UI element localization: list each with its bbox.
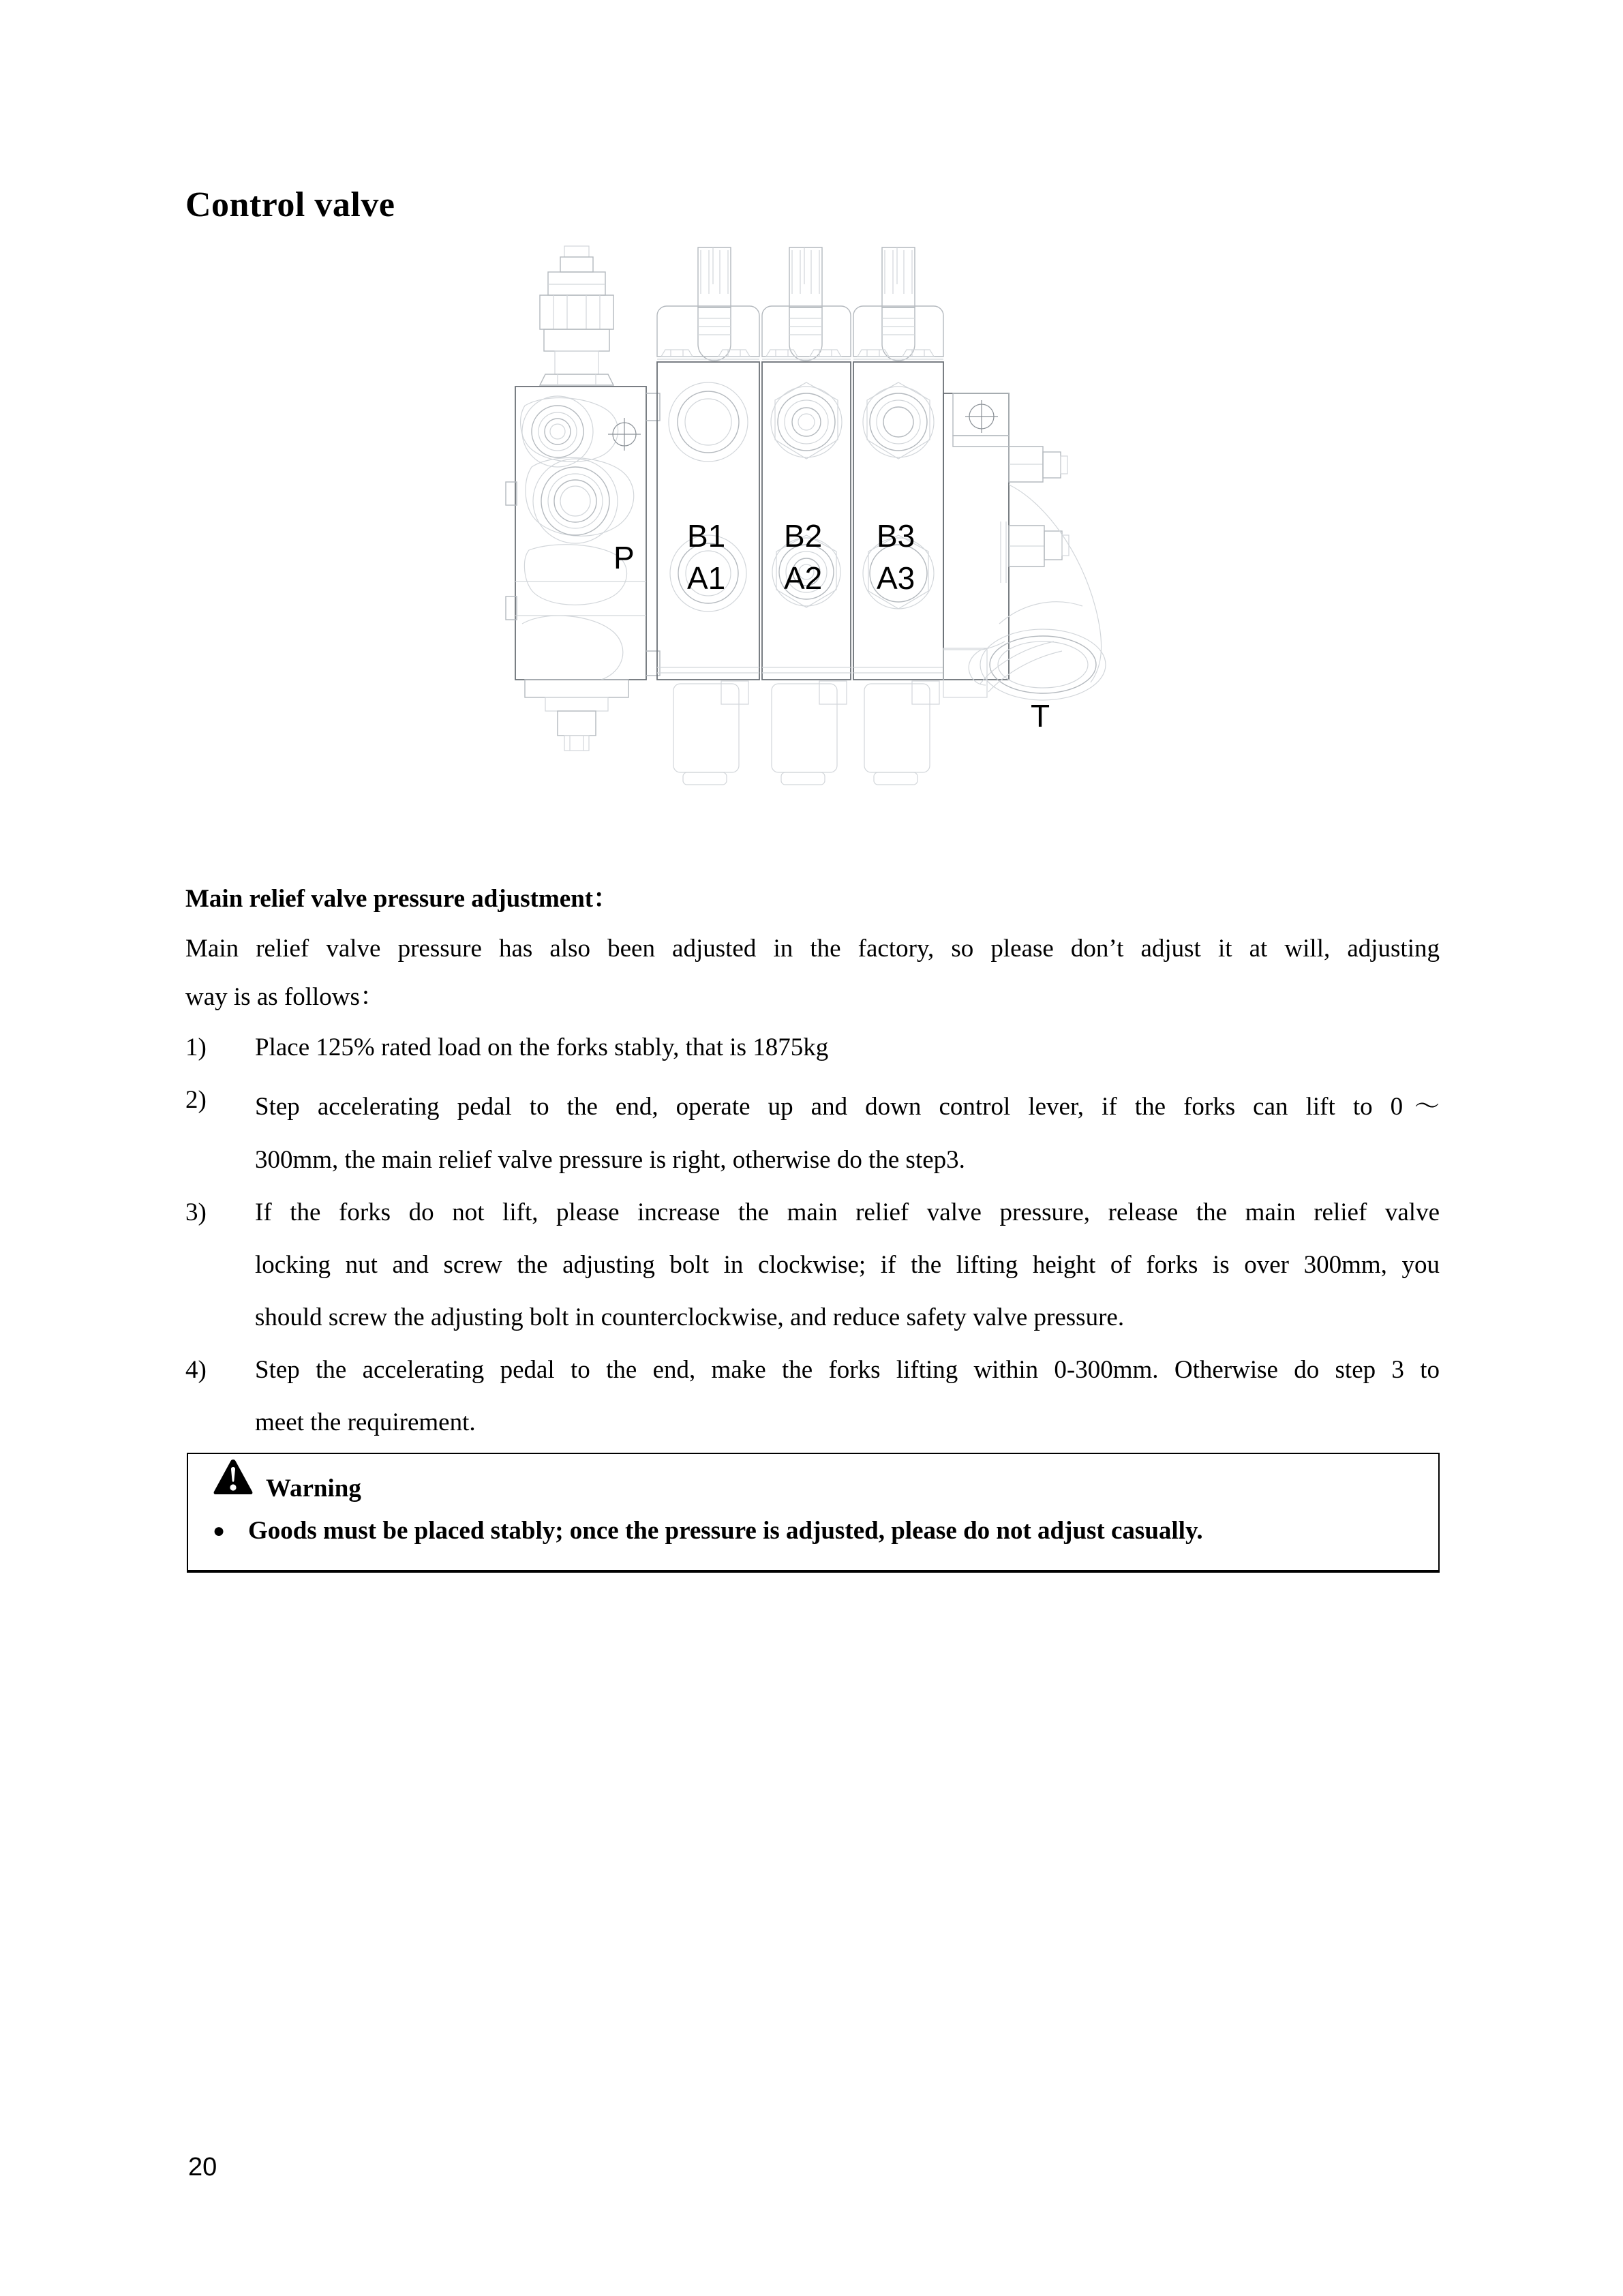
step-text: [255, 1355, 1440, 1437]
step-marker: 4): [185, 1356, 207, 1384]
figure-label-a1: A1: [687, 560, 726, 596]
warning-title: Warning: [266, 1475, 361, 1502]
figure-label-a2: A2: [784, 560, 823, 596]
valve-section-3: [853, 247, 943, 785]
intro-paragraph: [185, 936, 1440, 1010]
tank-port-outlet: [943, 485, 1106, 700]
outlet-crosshair-detail: [965, 400, 998, 433]
figure-label-b2: B2: [784, 518, 823, 554]
step-line: 300mm, the main relief valve pressure is right, otherwise do the step3.: [255, 1146, 965, 1174]
warning-triangle-icon: [213, 1458, 254, 1500]
list-item: [185, 1198, 1440, 1332]
intro-line-1: Main relief valve pressure has also been adjusted in the factory, so please don’t adjust it at will, adjusting: [185, 935, 1440, 963]
figure-label-t: T: [1031, 698, 1050, 734]
outlet-upper-fitting: [1009, 447, 1067, 482]
page-title: Control valve: [185, 185, 395, 224]
step-line: Step accelerating pedal to the end, operate up and down control lever, if the forks can lift to 0～: [255, 1093, 1440, 1121]
adjustment-steps-list: [185, 1033, 1440, 1437]
step-marker: 1): [185, 1033, 207, 1061]
relief-valve-adjusting-screw: [540, 246, 613, 385]
list-item: [185, 1033, 1440, 1062]
body-content: [185, 886, 1440, 1437]
cap-nuts-2: [762, 350, 851, 359]
step-line: Place 125% rated load on the forks stably, that is 1875kg: [255, 1033, 829, 1061]
b1-port-fitting: [669, 382, 748, 462]
step-line: If the forks do not lift, please increase the main relief valve pressure, release the main relief valve: [255, 1198, 1440, 1226]
control-valve-figure: [504, 242, 1132, 842]
list-item: [185, 1355, 1440, 1437]
bullet-icon: ●: [213, 1520, 226, 1542]
outlet-tank-section: [943, 393, 1106, 700]
inlet-section-body: [506, 387, 660, 751]
subsection-heading: Main relief valve pressure adjustment：: [185, 885, 619, 913]
step-line: Step the accelerating pedal to the end, make the forks lifting within 0-300mm. Otherwise do step 3 to: [255, 1356, 1440, 1384]
p-port-fitting: [533, 459, 618, 543]
intro-line-2: way is as follows：: [185, 983, 385, 1011]
valve-section-1: [657, 247, 759, 785]
figure-label-b1: B1: [687, 518, 726, 554]
b3-port-fitting: [863, 382, 934, 459]
step-text: [255, 1198, 1440, 1332]
warning-header: [213, 1458, 361, 1500]
figure-label-b3: B3: [877, 518, 915, 554]
step-line: should screw the adjusting bolt in counterclockwise, and reduce safety valve pressure.: [255, 1303, 1125, 1331]
figure-label-a3: A3: [877, 560, 915, 596]
step-text: [255, 1085, 1440, 1175]
spool-clevis-2: [789, 247, 822, 361]
cap-nuts-1: [657, 350, 759, 359]
valve-section-2: [762, 247, 851, 785]
figure-label-p: P: [613, 540, 635, 575]
spool-clevis-3: [882, 247, 915, 361]
step-marker: 3): [185, 1198, 207, 1226]
warning-callout-box: [187, 1453, 1440, 1573]
inlet-upper-port: [522, 396, 593, 467]
b2-port-fitting: [771, 382, 842, 459]
warning-text: Goods must be placed stably; once the pressure is adjusted, please do not adjust casually.: [248, 1517, 1203, 1545]
step-marker: 2): [185, 1086, 207, 1114]
step-line: locking nut and screw the adjusting bolt in clockwise; if the lifting height of forks is over 300mm, you: [255, 1251, 1440, 1279]
list-item: [185, 1085, 1440, 1175]
step-line: meet the requirement.: [255, 1408, 476, 1436]
step-text: [255, 1033, 1440, 1062]
page-number: 20: [188, 2153, 217, 2181]
cap-nuts-3: [853, 350, 943, 359]
warning-bullet-item: [213, 1515, 1203, 1547]
spool-clevis-1: [698, 247, 731, 361]
outlet-lower-fitting: [1001, 522, 1069, 583]
